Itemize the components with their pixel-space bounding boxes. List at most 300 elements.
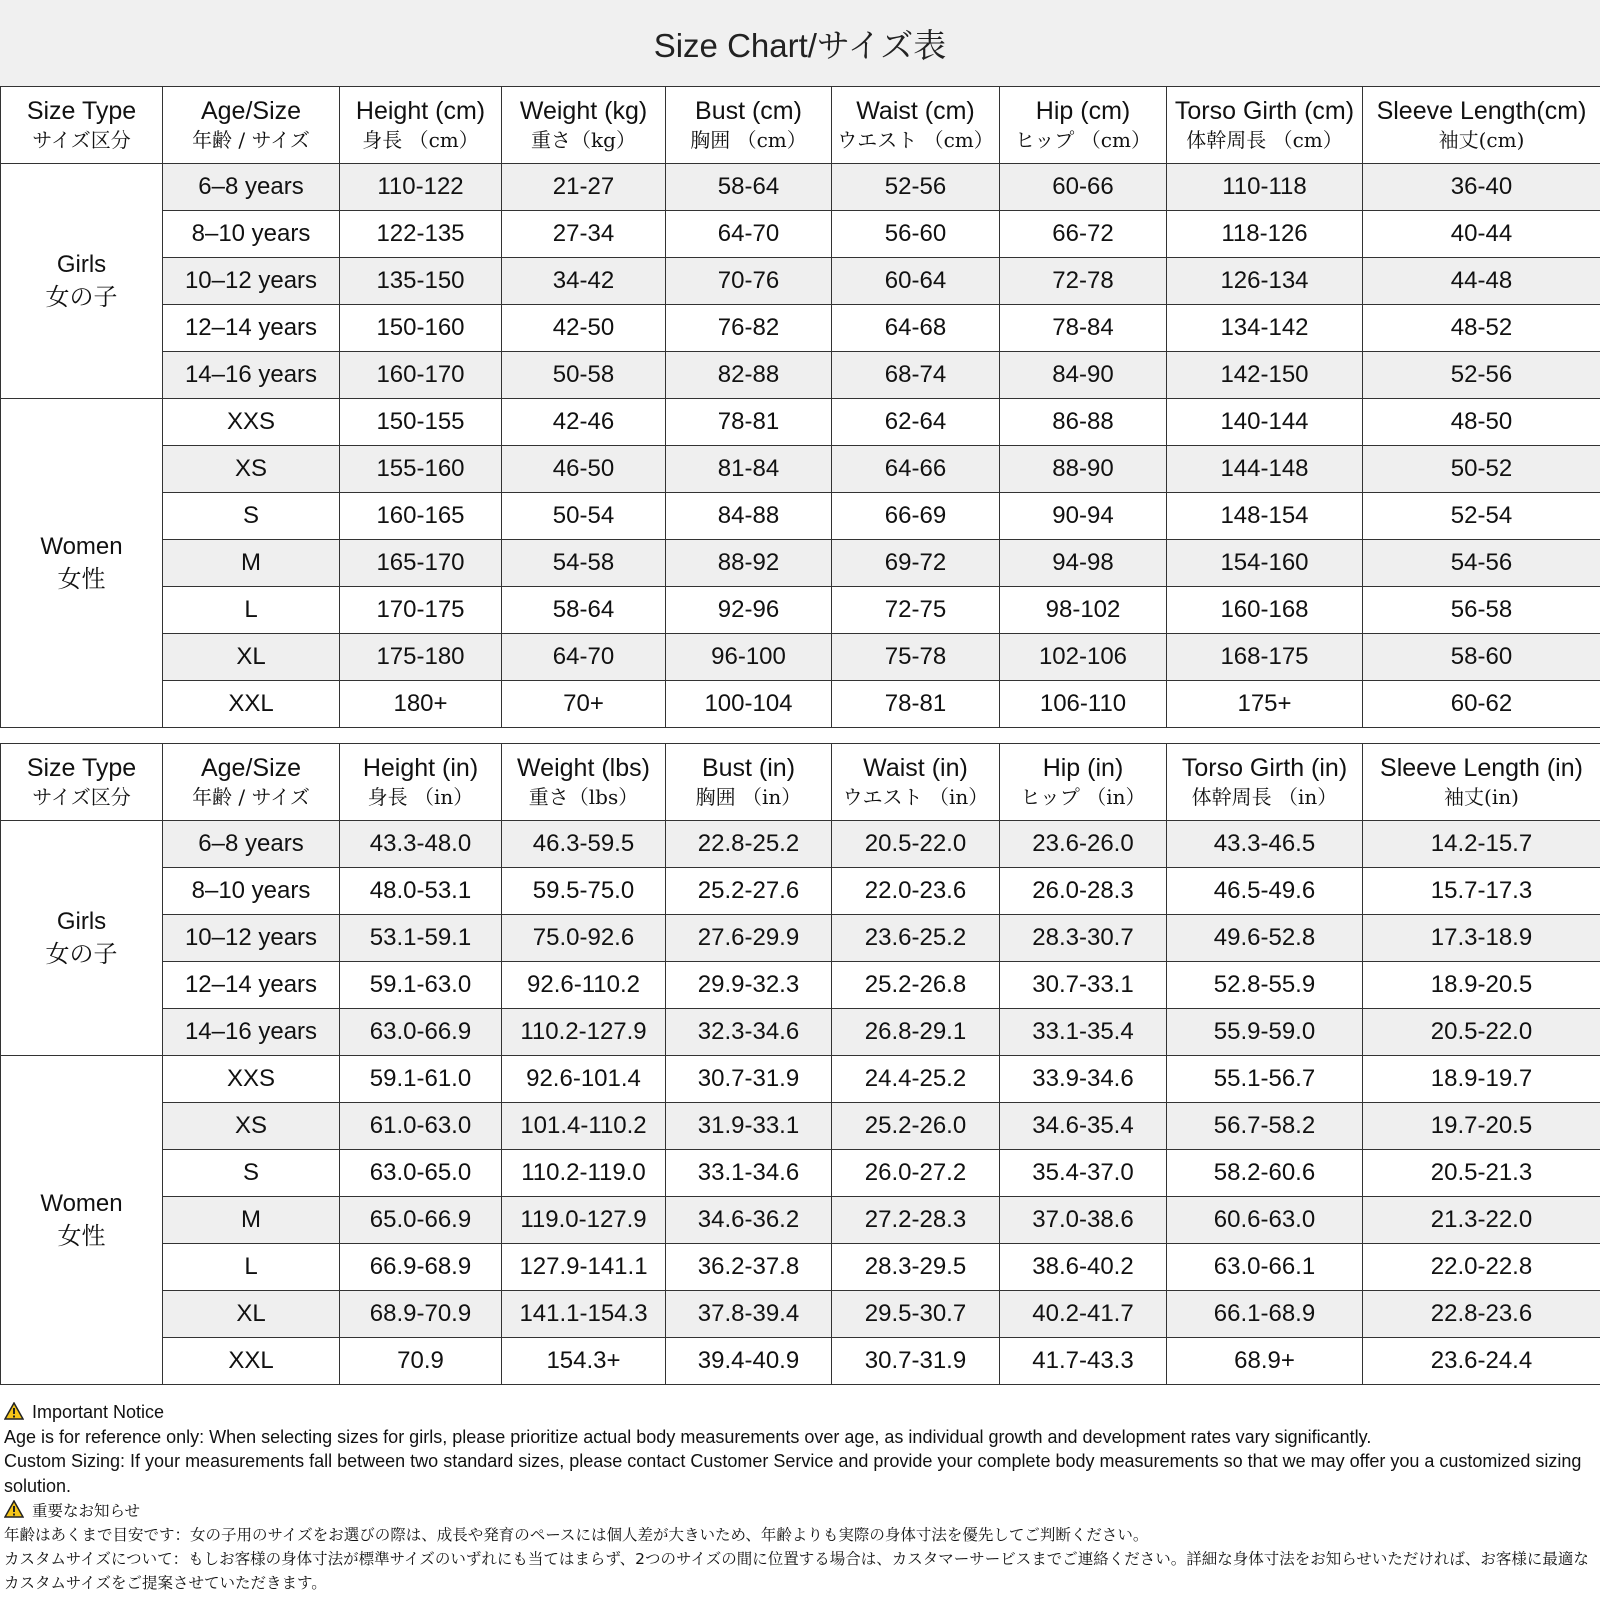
table-cell: 96-100 bbox=[666, 634, 832, 681]
column-header-jp: 身長 （cm） bbox=[362, 128, 479, 152]
table-cell: 20.5-21.3 bbox=[1363, 1150, 1600, 1197]
table-cell: 154-160 bbox=[1167, 540, 1363, 587]
table-cell: 39.4-40.9 bbox=[666, 1338, 832, 1385]
table-cell: 19.7-20.5 bbox=[1363, 1103, 1600, 1150]
column-header-jp: 身長 （in） bbox=[367, 785, 474, 809]
notice-heading-text: 重要なお知らせ bbox=[32, 1502, 141, 1520]
table-cell: 134-142 bbox=[1167, 305, 1363, 352]
table-cell: 14.2-15.7 bbox=[1363, 821, 1600, 868]
column-header bbox=[163, 87, 340, 164]
table-row bbox=[1, 446, 1600, 493]
table-cell: 46.3-59.5 bbox=[502, 821, 666, 868]
table-cell: 92.6-101.4 bbox=[502, 1056, 666, 1103]
column-header-jp: 重さ（kg） bbox=[531, 128, 636, 152]
column-header-en: Bust (cm) bbox=[695, 97, 802, 125]
table-cell: 101.4-110.2 bbox=[502, 1103, 666, 1150]
table-cell: 135-150 bbox=[340, 258, 502, 305]
table-cell: 90-94 bbox=[1000, 493, 1167, 540]
table-cell: 50-58 bbox=[502, 352, 666, 399]
size-type-women bbox=[1, 1056, 163, 1385]
table-cell: 66-72 bbox=[1000, 211, 1167, 258]
table-cell: 64-68 bbox=[832, 305, 1000, 352]
table-cell: 59.5-75.0 bbox=[502, 868, 666, 915]
column-header bbox=[1, 87, 163, 164]
table-cell: 168-175 bbox=[1167, 634, 1363, 681]
table-cell: 52-56 bbox=[832, 164, 1000, 211]
column-header-en: Weight (lbs) bbox=[517, 754, 650, 782]
column-header bbox=[1000, 87, 1167, 164]
table-cell: 15.7-17.3 bbox=[1363, 868, 1600, 915]
table-cell: 26.0-28.3 bbox=[1000, 868, 1167, 915]
table-cell: 60-62 bbox=[1363, 681, 1600, 728]
table-cell: 160-170 bbox=[340, 352, 502, 399]
size-type-girls bbox=[1, 821, 163, 1056]
table-cell: 55.9-59.0 bbox=[1167, 1009, 1363, 1056]
table-cell: 110-118 bbox=[1167, 164, 1363, 211]
column-header-en: Torso Girth (in) bbox=[1181, 754, 1348, 782]
table-cell: 86-88 bbox=[1000, 399, 1167, 446]
table-cell: 42-46 bbox=[502, 399, 666, 446]
column-header bbox=[340, 744, 502, 821]
table-cell: 27-34 bbox=[502, 211, 666, 258]
size-label: S bbox=[163, 1150, 340, 1197]
table-cell: 58.2-60.6 bbox=[1167, 1150, 1363, 1197]
table-cell: 30.7-33.1 bbox=[1000, 962, 1167, 1009]
table-cell: 25.2-27.6 bbox=[666, 868, 832, 915]
table-cell: 84-88 bbox=[666, 493, 832, 540]
size-label: 6–8 years bbox=[163, 821, 340, 868]
table-cell: 68.9-70.9 bbox=[340, 1291, 502, 1338]
notice-line: Age is for reference only: When selecting sizes for girls, please prioritize actual body measurements over age, as individual growth and development rates vary significantly. bbox=[4, 1426, 1372, 1447]
table-cell: 28.3-30.7 bbox=[1000, 915, 1167, 962]
table-cell: 20.5-22.0 bbox=[1363, 1009, 1600, 1056]
column-header-en: Height (cm) bbox=[355, 97, 486, 125]
column-header-en: Bust (in) bbox=[701, 754, 796, 782]
table-cell: 33.1-35.4 bbox=[1000, 1009, 1167, 1056]
table-cell: 98-102 bbox=[1000, 587, 1167, 634]
table-cell: 50-54 bbox=[502, 493, 666, 540]
table-cell: 75-78 bbox=[832, 634, 1000, 681]
size-label: M bbox=[163, 1197, 340, 1244]
size-label: S bbox=[163, 493, 340, 540]
table-cell: 26.0-27.2 bbox=[832, 1150, 1000, 1197]
size-type-jp: 女の子 bbox=[45, 283, 118, 311]
column-header-jp: 袖丈(in) bbox=[1444, 785, 1519, 809]
column-header bbox=[1363, 87, 1600, 164]
size-label: 8–10 years bbox=[163, 211, 340, 258]
table-cell: 100-104 bbox=[666, 681, 832, 728]
column-header-en: Sleeve Length(cm) bbox=[1376, 97, 1587, 125]
table-body bbox=[1, 164, 1600, 728]
table-cell: 48-52 bbox=[1363, 305, 1600, 352]
table-cell: 28.3-29.5 bbox=[832, 1244, 1000, 1291]
table-cell: 154.3+ bbox=[502, 1338, 666, 1385]
table-cell: 102-106 bbox=[1000, 634, 1167, 681]
table-cell: 110.2-119.0 bbox=[502, 1150, 666, 1197]
table-cell: 22.0-22.8 bbox=[1363, 1244, 1600, 1291]
table-cell: 42-50 bbox=[502, 305, 666, 352]
table-row bbox=[1, 1056, 1600, 1103]
table-cell: 127.9-141.1 bbox=[502, 1244, 666, 1291]
size-type-en: Women bbox=[40, 1190, 123, 1217]
table-cell: 68.9+ bbox=[1167, 1338, 1363, 1385]
table-cell: 26.8-29.1 bbox=[832, 1009, 1000, 1056]
table-cell: 56.7-58.2 bbox=[1167, 1103, 1363, 1150]
column-header bbox=[502, 744, 666, 821]
table-row bbox=[1, 399, 1600, 446]
column-header-jp: 重さ（lbs） bbox=[528, 785, 639, 809]
table-cell: 25.2-26.8 bbox=[832, 962, 1000, 1009]
table-cell: 22.0-23.6 bbox=[832, 868, 1000, 915]
size-label: 10–12 years bbox=[163, 915, 340, 962]
column-header-en: Age/Size bbox=[200, 754, 302, 782]
table-cell: 27.6-29.9 bbox=[666, 915, 832, 962]
table-cell: 37.0-38.6 bbox=[1000, 1197, 1167, 1244]
table-cell: 35.4-37.0 bbox=[1000, 1150, 1167, 1197]
table-cell: 92.6-110.2 bbox=[502, 962, 666, 1009]
table-row bbox=[1, 634, 1600, 681]
table-cell: 175+ bbox=[1167, 681, 1363, 728]
table-cell: 52.8-55.9 bbox=[1167, 962, 1363, 1009]
table-row bbox=[1, 211, 1600, 258]
table-row bbox=[1, 868, 1600, 915]
table-cell: 60.6-63.0 bbox=[1167, 1197, 1363, 1244]
table-cell: 40-44 bbox=[1363, 211, 1600, 258]
size-label: 8–10 years bbox=[163, 868, 340, 915]
header-row bbox=[1, 744, 1600, 821]
table-cell: 88-92 bbox=[666, 540, 832, 587]
table-cell: 43.3-48.0 bbox=[340, 821, 502, 868]
table-cell: 63.0-66.9 bbox=[340, 1009, 502, 1056]
table-row bbox=[1, 1150, 1600, 1197]
size-label: 12–14 years bbox=[163, 305, 340, 352]
table-cell: 49.6-52.8 bbox=[1167, 915, 1363, 962]
table-cell: 52-54 bbox=[1363, 493, 1600, 540]
table-cell: 88-90 bbox=[1000, 446, 1167, 493]
table-cell: 33.1-34.6 bbox=[666, 1150, 832, 1197]
size-label: XXS bbox=[163, 1056, 340, 1103]
table-cell: 150-155 bbox=[340, 399, 502, 446]
column-header bbox=[1363, 744, 1600, 821]
column-header-jp: サイズ区分 bbox=[32, 128, 131, 152]
table-cell: 23.6-26.0 bbox=[1000, 821, 1167, 868]
table-cell: 21-27 bbox=[502, 164, 666, 211]
table-cell: 33.9-34.6 bbox=[1000, 1056, 1167, 1103]
notice-line: 年齢はあくまで目安です：女の子用のサイズをお選びの際は、成長や発育のペースには個人差が大きいため、年齢よりも実際の身体寸法を優先してご判断ください。 bbox=[4, 1526, 1149, 1544]
size-type-jp: 女の子 bbox=[45, 940, 118, 968]
table-row bbox=[1, 305, 1600, 352]
table-cell: 34.6-35.4 bbox=[1000, 1103, 1167, 1150]
table-cell: 50-52 bbox=[1363, 446, 1600, 493]
column-header-en: Waist (cm) bbox=[856, 97, 975, 125]
column-header-en: Torso Girth (cm) bbox=[1174, 97, 1355, 125]
column-header-jp: 袖丈(cm) bbox=[1438, 128, 1525, 152]
size-label: XL bbox=[163, 1291, 340, 1338]
table-cell: 140-144 bbox=[1167, 399, 1363, 446]
table-cell: 180+ bbox=[340, 681, 502, 728]
table-cell: 160-165 bbox=[340, 493, 502, 540]
table-cell: 110.2-127.9 bbox=[502, 1009, 666, 1056]
table-cell: 165-170 bbox=[340, 540, 502, 587]
table-cell: 24.4-25.2 bbox=[832, 1056, 1000, 1103]
table-cell: 60-64 bbox=[832, 258, 1000, 305]
table-cell: 155-160 bbox=[340, 446, 502, 493]
table-cell: 70-76 bbox=[666, 258, 832, 305]
table-cell: 55.1-56.7 bbox=[1167, 1056, 1363, 1103]
table-cell: 56-60 bbox=[832, 211, 1000, 258]
table-cell: 46-50 bbox=[502, 446, 666, 493]
warning-icon bbox=[4, 1402, 24, 1420]
table-cell: 64-70 bbox=[502, 634, 666, 681]
column-header bbox=[163, 744, 340, 821]
table-cell: 170-175 bbox=[340, 587, 502, 634]
size-type-girls bbox=[1, 164, 163, 399]
table-cell: 175-180 bbox=[340, 634, 502, 681]
notice-line: Custom Sizing: If your measurements fall between two standard sizes, please contact Customer Service and provide your complete body measurements so that we may offer you a customized sizing solution. bbox=[4, 1451, 1582, 1496]
table-cell: 36.2-37.8 bbox=[666, 1244, 832, 1291]
table-cell: 66-69 bbox=[832, 493, 1000, 540]
table-cell: 142-150 bbox=[1167, 352, 1363, 399]
size-type-jp: 女性 bbox=[57, 1222, 106, 1250]
table-cell: 148-154 bbox=[1167, 493, 1363, 540]
table-row bbox=[1, 258, 1600, 305]
table-cell: 22.8-23.6 bbox=[1363, 1291, 1600, 1338]
table-cell: 38.6-40.2 bbox=[1000, 1244, 1167, 1291]
table-cell: 43.3-46.5 bbox=[1167, 821, 1363, 868]
column-header-en: Weight (kg) bbox=[519, 97, 648, 125]
column-header-jp: ヒップ （in） bbox=[1020, 785, 1146, 809]
table-cell: 17.3-18.9 bbox=[1363, 915, 1600, 962]
size-label: L bbox=[163, 1244, 340, 1291]
table-row bbox=[1, 352, 1600, 399]
table-cell: 64-70 bbox=[666, 211, 832, 258]
table-cell: 54-58 bbox=[502, 540, 666, 587]
table-cell: 160-168 bbox=[1167, 587, 1363, 634]
table-cell: 40.2-41.7 bbox=[1000, 1291, 1167, 1338]
column-header-en: Waist (in) bbox=[863, 754, 968, 782]
column-header bbox=[1000, 744, 1167, 821]
column-header bbox=[1, 744, 163, 821]
table-cell: 92-96 bbox=[666, 587, 832, 634]
table-cell: 53.1-59.1 bbox=[340, 915, 502, 962]
table-cell: 144-148 bbox=[1167, 446, 1363, 493]
header-row bbox=[1, 87, 1600, 164]
column-header-jp: ウエスト （cm） bbox=[837, 128, 994, 152]
table-cell: 63.0-65.0 bbox=[340, 1150, 502, 1197]
table-row bbox=[1, 681, 1600, 728]
table-cell: 66.1-68.9 bbox=[1167, 1291, 1363, 1338]
table-cell: 29.9-32.3 bbox=[666, 962, 832, 1009]
notice-line: カスタムサイズについて：もしお客様の身体寸法が標準サイズのいずれにも当てはまらず、2つのサイズの間に位置する場合は、カスタマーサービスまでご連絡ください。詳細な身体寸法をお知らせいただければ、お客様に最適なカスタムサイズをご提案させていただきます。 bbox=[4, 1550, 1589, 1592]
table-row bbox=[1, 1244, 1600, 1291]
table-cell: 18.9-20.5 bbox=[1363, 962, 1600, 1009]
table-cell: 119.0-127.9 bbox=[502, 1197, 666, 1244]
table-cell: 21.3-22.0 bbox=[1363, 1197, 1600, 1244]
table-cell: 66.9-68.9 bbox=[340, 1244, 502, 1291]
size-label: XXL bbox=[163, 1338, 340, 1385]
table-cell: 76-82 bbox=[666, 305, 832, 352]
table-cell: 44-48 bbox=[1363, 258, 1600, 305]
table-cell: 30.7-31.9 bbox=[666, 1056, 832, 1103]
table-cell: 81-84 bbox=[666, 446, 832, 493]
size-label: XXL bbox=[163, 681, 340, 728]
size-type-women bbox=[1, 399, 163, 728]
table-cell: 72-75 bbox=[832, 587, 1000, 634]
table-cell: 41.7-43.3 bbox=[1000, 1338, 1167, 1385]
table-row bbox=[1, 1338, 1600, 1385]
column-header-jp: 体幹周長 （cm） bbox=[1186, 128, 1343, 152]
table-row bbox=[1, 962, 1600, 1009]
table-row bbox=[1, 1009, 1600, 1056]
size-table-cm bbox=[0, 86, 1600, 728]
table-cell: 58-64 bbox=[502, 587, 666, 634]
table-cell: 58-64 bbox=[666, 164, 832, 211]
table-cell: 34.6-36.2 bbox=[666, 1197, 832, 1244]
table-cell: 30.7-31.9 bbox=[832, 1338, 1000, 1385]
table-row bbox=[1, 1291, 1600, 1338]
table-cell: 23.6-25.2 bbox=[832, 915, 1000, 962]
table-cell: 78-84 bbox=[1000, 305, 1167, 352]
table-cell: 141.1-154.3 bbox=[502, 1291, 666, 1338]
table-cell: 37.8-39.4 bbox=[666, 1291, 832, 1338]
table-row bbox=[1, 1197, 1600, 1244]
table-cell: 122-135 bbox=[340, 211, 502, 258]
column-header bbox=[502, 87, 666, 164]
table-cell: 69-72 bbox=[832, 540, 1000, 587]
column-header bbox=[340, 87, 502, 164]
notice-heading-jp bbox=[4, 1498, 1596, 1523]
table-body bbox=[1, 821, 1600, 1385]
column-header-en: Hip (in) bbox=[1042, 754, 1124, 782]
table-cell: 70.9 bbox=[340, 1338, 502, 1385]
table-cell: 48.0-53.1 bbox=[340, 868, 502, 915]
table-row bbox=[1, 1103, 1600, 1150]
warning-icon bbox=[4, 1500, 24, 1518]
table-cell: 84-90 bbox=[1000, 352, 1167, 399]
table-cell: 126-134 bbox=[1167, 258, 1363, 305]
table-cell: 27.2-28.3 bbox=[832, 1197, 1000, 1244]
table-cell: 25.2-26.0 bbox=[832, 1103, 1000, 1150]
table-row bbox=[1, 821, 1600, 868]
size-label: M bbox=[163, 540, 340, 587]
table-cell: 31.9-33.1 bbox=[666, 1103, 832, 1150]
size-label: 14–16 years bbox=[163, 352, 340, 399]
column-header-en: Size Type bbox=[26, 97, 137, 125]
table-cell: 46.5-49.6 bbox=[1167, 868, 1363, 915]
table-cell: 78-81 bbox=[832, 681, 1000, 728]
column-header-en: Size Type bbox=[26, 754, 137, 782]
table-cell: 64-66 bbox=[832, 446, 1000, 493]
column-header-jp: 胸囲 （in） bbox=[695, 785, 802, 809]
column-header-jp: ヒップ （cm） bbox=[1015, 128, 1151, 152]
table-cell: 70+ bbox=[502, 681, 666, 728]
column-header bbox=[666, 87, 832, 164]
size-label: XL bbox=[163, 634, 340, 681]
table-cell: 58-60 bbox=[1363, 634, 1600, 681]
table-cell: 52-56 bbox=[1363, 352, 1600, 399]
table-cell: 118-126 bbox=[1167, 211, 1363, 258]
size-label: XS bbox=[163, 446, 340, 493]
table-cell: 68-74 bbox=[832, 352, 1000, 399]
column-header-jp: 胸囲 （cm） bbox=[690, 128, 807, 152]
table-cell: 78-81 bbox=[666, 399, 832, 446]
size-label: 12–14 years bbox=[163, 962, 340, 1009]
table-row bbox=[1, 915, 1600, 962]
table-cell: 63.0-66.1 bbox=[1167, 1244, 1363, 1291]
table-cell: 59.1-63.0 bbox=[340, 962, 502, 1009]
table-cell: 20.5-22.0 bbox=[832, 821, 1000, 868]
column-header bbox=[666, 744, 832, 821]
table-row bbox=[1, 493, 1600, 540]
table-cell: 22.8-25.2 bbox=[666, 821, 832, 868]
table-cell: 29.5-30.7 bbox=[832, 1291, 1000, 1338]
size-type-en: Girls bbox=[56, 908, 107, 935]
column-header-en: Hip (cm) bbox=[1035, 97, 1131, 125]
column-header-jp: サイズ区分 bbox=[32, 785, 131, 809]
column-header bbox=[832, 744, 1000, 821]
table-cell: 59.1-61.0 bbox=[340, 1056, 502, 1103]
table-cell: 48-50 bbox=[1363, 399, 1600, 446]
table-cell: 36-40 bbox=[1363, 164, 1600, 211]
table-row bbox=[1, 587, 1600, 634]
table-cell: 94-98 bbox=[1000, 540, 1167, 587]
size-type-jp: 女性 bbox=[57, 565, 106, 593]
size-table-in bbox=[0, 743, 1600, 1385]
table-cell: 61.0-63.0 bbox=[340, 1103, 502, 1150]
column-header bbox=[1167, 744, 1363, 821]
table-cell: 23.6-24.4 bbox=[1363, 1338, 1600, 1385]
table-cell: 18.9-19.7 bbox=[1363, 1056, 1600, 1103]
size-label: 6–8 years bbox=[163, 164, 340, 211]
table-cell: 110-122 bbox=[340, 164, 502, 211]
notice-heading-en bbox=[4, 1400, 1596, 1425]
table-cell: 60-66 bbox=[1000, 164, 1167, 211]
table-row bbox=[1, 164, 1600, 211]
column-header-jp: ウエスト （in） bbox=[842, 785, 989, 809]
notice-heading-text: Important Notice bbox=[32, 1402, 165, 1422]
size-label: 10–12 years bbox=[163, 258, 340, 305]
table-cell: 62-64 bbox=[832, 399, 1000, 446]
column-header-jp: 体幹周長 （in） bbox=[1191, 785, 1338, 809]
table-cell: 54-56 bbox=[1363, 540, 1600, 587]
table-row bbox=[1, 540, 1600, 587]
table-cell: 32.3-34.6 bbox=[666, 1009, 832, 1056]
table-cell: 75.0-92.6 bbox=[502, 915, 666, 962]
size-label: 14–16 years bbox=[163, 1009, 340, 1056]
table-cell: 65.0-66.9 bbox=[340, 1197, 502, 1244]
column-header bbox=[832, 87, 1000, 164]
size-label: XXS bbox=[163, 399, 340, 446]
column-header bbox=[1167, 87, 1363, 164]
column-header-jp: 年齢 / サイズ bbox=[192, 785, 310, 809]
important-notice bbox=[4, 1400, 1596, 1595]
table-cell: 106-110 bbox=[1000, 681, 1167, 728]
column-header-en: Age/Size bbox=[200, 97, 302, 125]
table-cell: 56-58 bbox=[1363, 587, 1600, 634]
column-header-en: Sleeve Length (in) bbox=[1380, 754, 1583, 782]
size-label: XS bbox=[163, 1103, 340, 1150]
table-cell: 150-160 bbox=[340, 305, 502, 352]
table-cell: 34-42 bbox=[502, 258, 666, 305]
column-header-jp: 年齢 / サイズ bbox=[192, 128, 310, 152]
table-cell: 82-88 bbox=[666, 352, 832, 399]
size-type-en: Women bbox=[40, 533, 123, 560]
page-title: Size Chart/サイズ表 bbox=[0, 0, 1600, 86]
table-cell: 72-78 bbox=[1000, 258, 1167, 305]
size-label: L bbox=[163, 587, 340, 634]
size-type-en: Girls bbox=[56, 251, 107, 278]
column-header-en: Height (in) bbox=[362, 754, 479, 782]
